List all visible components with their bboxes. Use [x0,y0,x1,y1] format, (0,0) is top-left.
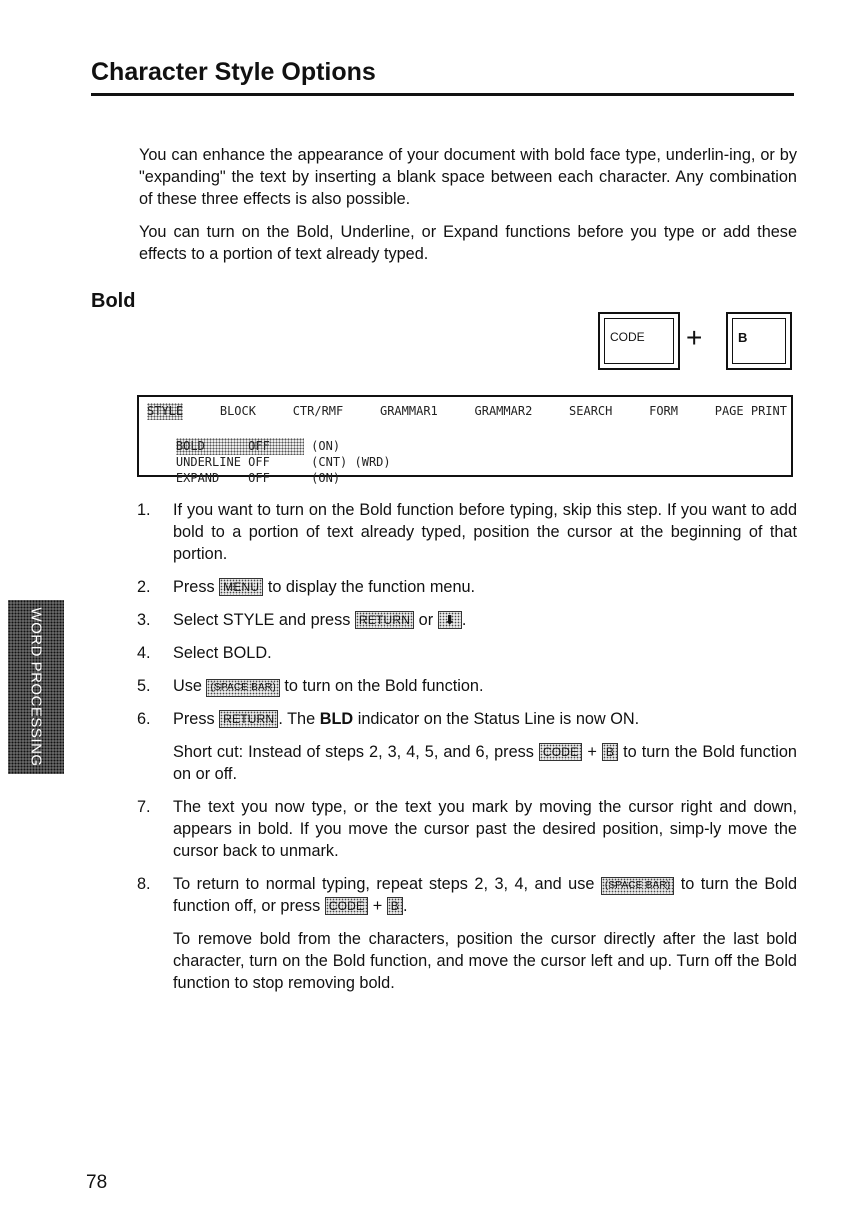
intro-paragraph-2: You can turn on the Bold, Underline, or Expand functions before you type or add these effects to a portion of text already typed. [139,223,797,263]
menu-item-block: BLOCK [219,404,256,418]
step-number: 1. [137,501,151,519]
submenu-row-expand [147,453,341,485]
space-bar-key: (SPACE BAR) [601,877,674,895]
return-key: RETURN [219,710,278,728]
step-text: indicator on the Status Line is now ON. [353,710,640,728]
page-number: 78 [86,1172,108,1193]
step-5 [137,675,797,697]
step-6 [137,708,797,730]
step-7 [137,796,797,862]
step-4 [137,642,797,664]
step-text: to turn the Bold function off, or press [173,875,797,915]
submenu-expand-name: EXPAND [175,471,220,485]
submenu-row-bold [147,421,341,453]
step-number: 4. [137,644,151,662]
step-text: + [368,897,387,915]
code-key: CODE [539,743,582,761]
step-text: . [461,611,467,629]
step-text: or [414,611,438,629]
submenu-underline-options: (CNT) (WRD) [311,455,391,469]
menu-key: MENU [219,578,263,596]
step-text: Press [173,710,220,728]
submenu-expand-cell [176,470,304,487]
step-text: Use [173,677,207,695]
step-number: 3. [137,611,151,629]
remove-bold-note: To remove bold from the characters, position the cursor directly after the last bold character, turn on the Bold function, and move the cursor left and up. Turn off the Bold function to stop removing bold. [173,930,797,992]
code-key: CODE [325,897,368,915]
submenu-bold-options: (ON) [311,439,341,453]
step-text: to display the function menu. [263,578,476,596]
menu-item-ctr-rmf: CTR/RMF [292,404,344,418]
menu-item-form: FORM [649,404,678,418]
submenu-bold-state: OFF [248,439,270,453]
b-key-illustration [726,312,792,370]
step-number: 8. [137,875,151,893]
page-title: Character Style Options [91,58,376,86]
step-number: 6. [137,710,151,728]
space-bar-key: (SPACE BAR) [206,679,279,697]
code-key-label: CODE [610,330,645,344]
intro [139,144,797,276]
step-number: 2. [137,578,151,596]
note-text: to turn the Bold function on or off. [173,743,797,783]
menu-item-style: STYLE [147,404,184,418]
step-3 [137,609,797,631]
menu-top-bar [147,403,787,420]
step-text: Select STYLE and press [173,611,355,629]
title-rule [91,93,794,96]
b-key-label: B [738,330,748,345]
shortcut-note [137,741,797,785]
bld-indicator-text: BLD [319,710,354,728]
step-text: To return to normal typing, repeat steps 2, 3, 4, and use [173,875,601,893]
step-number: 7. [137,798,151,816]
step-text: to turn on the Bold function. [279,677,484,695]
b-key: B [387,897,403,915]
step-text: Select BOLD. [173,644,272,662]
key-combination-figure [598,312,798,374]
step-text: The text you now type, or the text you mark by moving the cursor right and down, appears in bold. If you move the cursor past the desired position, simp-ly move the cursor back to unmark. [173,798,797,860]
submenu-row-underline [147,437,391,469]
step-text: Press [173,578,220,596]
menu-item-grammar1: GRAMMAR1 [379,404,438,418]
steps-list [137,499,797,1005]
step-8 [137,873,797,917]
plus-sign: + [686,322,703,353]
side-tab-label: WORD PROCESSING [27,607,45,767]
step-1 [137,499,797,565]
menu-item-page-print: PAGE PRINT [714,404,787,418]
step-number: 5. [137,677,151,695]
step-2 [137,576,797,598]
submenu-expand-state: OFF [248,471,270,485]
code-key-illustration [598,312,680,370]
submenu-underline-state: OFF [248,455,270,469]
function-menu-screen [137,395,793,485]
step-text: If you want to turn on the Bold function before typing, skip this step. If you want to add bold to a portion of text already typed, position the cursor at the beginning of that portion. [173,501,797,563]
submenu-expand-options: (ON) [311,471,341,485]
return-key: RETURN [355,611,414,629]
submenu-bold-name: BOLD [175,439,205,453]
note-text: + [582,743,602,761]
step-text: . [403,897,408,915]
intro-paragraph-1: You can enhance the appearance of your document with bold face type, underlin-ing, or by "expanding" the text by inserting a blank space between each character. Any combination of these three effects is also possible. [139,146,797,208]
step-text: . The [278,710,320,728]
down-arrow-key-icon: ⬇ [438,611,462,629]
b-key: B [602,743,618,761]
section-heading-bold: Bold [91,290,136,312]
submenu-underline-name: UNDERLINE [175,455,241,469]
note-text: Short cut: Instead of steps 2, 3, 4, 5, and 6, press [173,743,539,761]
side-tab [8,600,64,774]
menu-item-grammar2: GRAMMAR2 [474,404,533,418]
menu-item-search: SEARCH [569,404,613,418]
